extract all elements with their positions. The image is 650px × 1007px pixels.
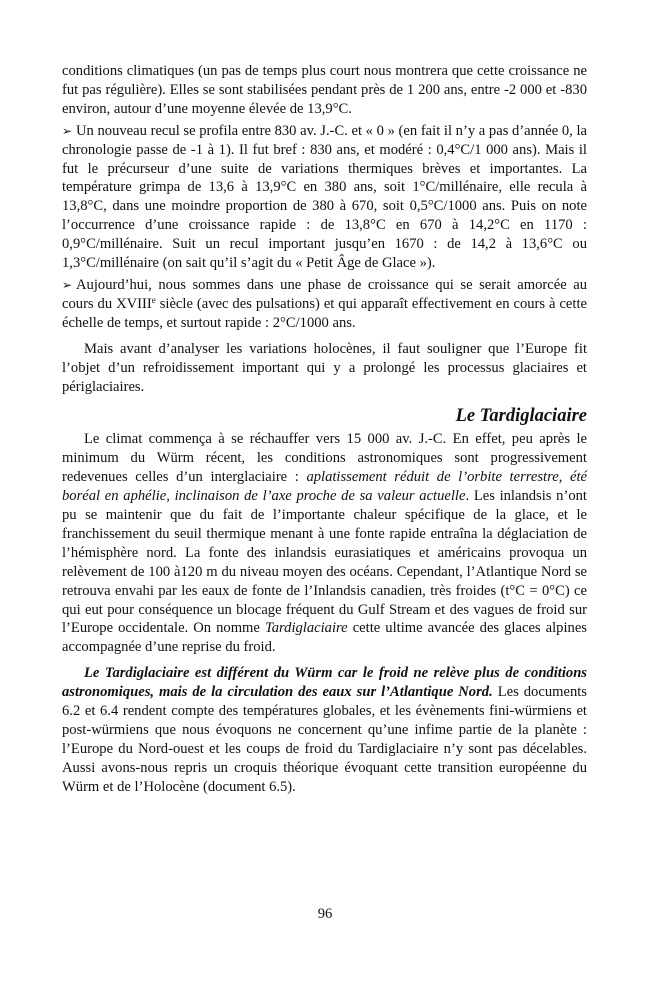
bullet-item-recul <box>62 122 587 273</box>
intro-paragraph: conditions climatiques (un pas de temps plus court nous montrera que cette croissance ne fut pas régulière). Elles se sont stabilisées pendant près de 1 200 ans, entre -2 000 et -830 environ, autour d’une moyenne élevée de 13,9°C. <box>62 63 587 117</box>
europe-paragraph: Mais avant d’analyser les variations holocènes, il faut souligner que l’Europe fit l’objet d’un refroidissement important qui y a prolongé les processus glaciaires et périglaciaires. <box>62 340 587 395</box>
page-body <box>62 62 587 797</box>
paragraph-text: Les documents 6.2 et 6.4 rendent compte des températures globales, et les évènements fini-würmiens et post-würmiens que nous évoquons ne concernent qu’une infime partie de la planète : l’Europe du Nord-ouest et les coups de froid du Tardiglaciaire n’y sont pas décelables. Aussi avons-nous repris un croquis théorique évoquant cette transition européenne du Würm et de l’Holocène (document 6.5). <box>62 684 587 795</box>
paragraph-text: Le climat commença à se réchauffer vers 15 000 av. J.-C. En effet, peu après le minimum du Würm récent, les conditions astronomiques sont progressivement redevenues celles d’un interglaciaire : <box>62 431 587 486</box>
italic-term: Tardiglaciaire <box>264 620 348 637</box>
bullet-text: Aujourd’hui, nous sommes dans une phase de croissance qui se serait amorcée au cours du XVIII <box>62 276 587 312</box>
arrow-bullet-icon: ➢ <box>62 123 73 138</box>
bullet-text: Un nouveau recul se profila entre 830 av. J.-C. et « 0 » (en fait il n’y a pas d’année 0, la chronologie passe de -1 à 1). Il fut bref : 830 ans, et modéré : 0,4°C/1 000 ans). Mais il fut le précurseur d’une suite de variations thermiques brèves et importantes. La température grimpa de 13,6 à 13,9°C en 380 ans, soit 1°C/millénaire, elle recula à 13,8°C, dans une moindre proportion de 380 à 670, soit 0,5°C/1000 ans. Puis on note l’occurrence d’une croissance rapide : de 13,8°C en 670 à 14,2°C en 1170 : 0,9°C/millénaire. Suit un recul important jusqu’en 1670 : de 14,2 à 13,6°C ou 1,3°C/millénaire (on sait qu’il s’agit du « Petit Âge de Glace »). <box>62 122 587 272</box>
century-superscript: e <box>151 294 156 305</box>
section-heading: Le Tardiglaciaire <box>455 406 587 427</box>
tardiglaciaire-paragraph <box>62 430 587 657</box>
paragraph-text: . Les inlandsis n’ont pu se maintenir que du fait de l’importante chaleur spécifique de la glace, et le franchissement du seuil thermique menant à une fonte rapide entraîna la déglaciation de l’hémisphère nord. La fonte des inlandsis eurasiatiques et américains provoqua un relèvement de 100 à120 m du niveau moyen des océans. Cependant, l’Atlantique Nord se retrouva envahi par les eaux de fonte de l’Inlandsis canadien, très froides (t°C = 0°C) ce qui eut pour conséquence un blocage fréquent du Gulf Stream et des vagues de froid sur l’Europe occidentale. On nomme <box>62 488 587 637</box>
page-number: 96 <box>317 906 333 922</box>
bold-italic-lead: Le Tardiglaciaire est différent du Würm car le froid ne relève plus de conditions astronomiques, mais de la circulation des eaux sur l’Atlantique Nord. <box>62 665 587 701</box>
bullet-text-cont: siècle (avec des pulsations) et qui apparaît effectivement en cours à cette échelle de temps, et surtout rapide : 2°C/1000 ans. <box>62 295 587 331</box>
italic-emphasis: aplatissement réduit de l’orbite terrestre, été boréal en aphélie, inclinaison de l’axe proche de sa valeur actuelle <box>62 469 587 505</box>
conclusion-paragraph <box>62 664 587 796</box>
arrow-bullet-icon: ➢ <box>62 277 73 292</box>
paragraph-text: cette ultime avancée des glaces alpines accompagnée d’une reprise du froid. <box>62 620 587 656</box>
bullet-item-aujourdhui <box>62 276 587 333</box>
